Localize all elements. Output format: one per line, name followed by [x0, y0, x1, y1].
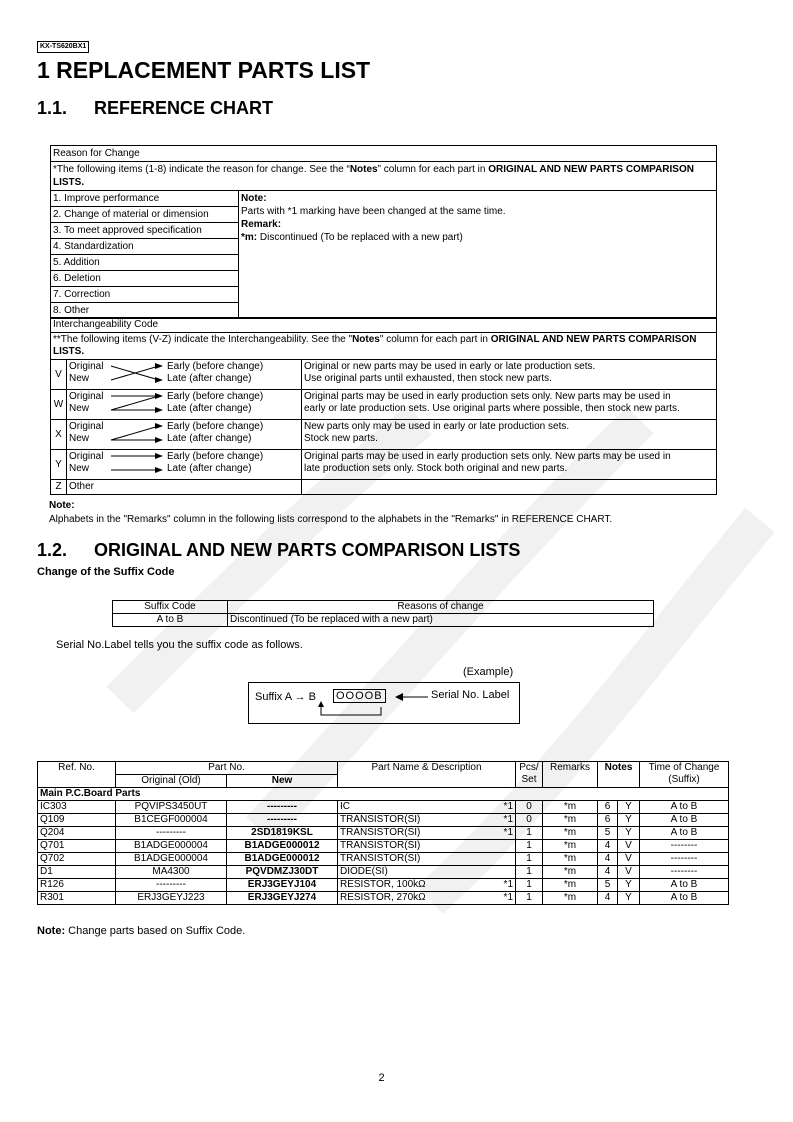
parts-comparison-table: [37, 761, 729, 905]
cell-ref: IC303: [38, 801, 116, 814]
cell-time: --------: [640, 866, 729, 879]
cell-rem: *m: [543, 853, 598, 866]
parallel-arrow-icon: [109, 451, 165, 475]
reason-item: 3. To meet approved specification: [51, 223, 239, 239]
group-row: Main P.C.Board Parts: [38, 788, 729, 801]
reason-note-cell: [239, 191, 717, 319]
interchange-desc: Original parts may be used in early production sets only. New parts may be used in early or late production sets. Use original parts where possible, then stock new parts.: [302, 390, 717, 420]
cell-desc: IC *1: [338, 801, 516, 814]
cell-orig: PQVIPS3450UT: [116, 801, 227, 814]
cell-note-c: Y: [617, 801, 639, 814]
remarks-header: Remarks: [543, 762, 598, 788]
cell-rem: *m: [543, 801, 598, 814]
reason-item: 1. Improve performance: [51, 191, 239, 207]
notes-header: Notes: [598, 762, 640, 788]
reason-item: 7. Correction: [51, 287, 239, 303]
cell-pcs: 1: [516, 840, 543, 853]
suffix-subtitle: Change of the Suffix Code: [37, 566, 175, 578]
reference-chart-heading: [37, 98, 273, 119]
cell-ref: Q701: [38, 840, 116, 853]
cell-orig: ERJ3GEYJ223: [116, 892, 227, 905]
cell-orig: B1CEGF000004: [116, 814, 227, 827]
table-row: [38, 827, 729, 840]
interchange-code: Y: [51, 450, 67, 480]
cell-note-c: V: [617, 853, 639, 866]
cell-time: A to B: [640, 814, 729, 827]
interchange-z-desc: [302, 480, 717, 495]
cell-new: 2SD1819KSL: [227, 827, 338, 840]
cell-new: ERJ3GEYJ274: [227, 892, 338, 905]
reference-chart-title: REFERENCE CHART: [94, 98, 274, 118]
original-header: Original (Old): [116, 775, 227, 788]
cell-note-c: Y: [617, 879, 639, 892]
reason-item: 6. Deletion: [51, 271, 239, 287]
comparison-title: ORIGINAL AND NEW PARTS COMPARISON LISTS: [94, 540, 521, 560]
cell-note-c: Y: [617, 814, 639, 827]
cell-note-n: 6: [598, 814, 618, 827]
cell-ref: R301: [38, 892, 116, 905]
cell-time: A to B: [640, 801, 729, 814]
interchange-code: W: [51, 390, 67, 420]
cell-new: ---------: [227, 801, 338, 814]
reason-intro: *The following items (1-8) indicate the reason for change. See the “Notes” column for each part in ORIGINAL AND NEW PARTS COMPARISON LISTS.: [51, 162, 717, 191]
cell-pcs: 1: [516, 866, 543, 879]
section-title: 1 REPLACEMENT PARTS LIST: [37, 57, 371, 83]
reason-note-text: Parts with *1 marking have been changed at the same time.: [241, 206, 506, 217]
suffix-table: [112, 600, 654, 627]
cell-note-n: 4: [598, 840, 618, 853]
interchange-diagram-y: Original New Early (before change) Late (after change): [67, 450, 302, 480]
new-header: New: [227, 775, 338, 788]
suffix-code-cell: A to B: [113, 614, 228, 627]
cell-desc: DIODE(SI): [338, 866, 516, 879]
cell-note-c: Y: [617, 827, 639, 840]
cell-ref: D1: [38, 866, 116, 879]
suffix-col-header: Suffix Code: [113, 601, 228, 614]
cell-rem: *m: [543, 840, 598, 853]
example-suffix-text: Suffix A → B: [255, 691, 316, 703]
cell-rem: *m: [543, 892, 598, 905]
table-row: [38, 801, 729, 814]
reason-item: 4. Standardization: [51, 239, 239, 255]
cell-note-c: V: [617, 866, 639, 879]
interchange-diagram-v: Original New Early (before change) Late (after change): [67, 360, 302, 390]
cell-rem: *m: [543, 879, 598, 892]
cell-note-n: 4: [598, 853, 618, 866]
cell-desc: TRANSISTOR(SI): [338, 853, 516, 866]
cell-ref: R126: [38, 879, 116, 892]
cell-ref: Q109: [38, 814, 116, 827]
cell-rem: *m: [543, 827, 598, 840]
interchange-diagram-x: Original New Early (before change) Late (after change): [67, 420, 302, 450]
comparison-heading: [37, 540, 520, 561]
interchange-code: Z: [51, 480, 67, 495]
cell-orig: ---------: [116, 879, 227, 892]
cell-note-n: 4: [598, 866, 618, 879]
example-label: (Example): [463, 666, 514, 678]
table-row: [38, 814, 729, 827]
interchange-diagram-w: Original New Early (before change) Late (after change): [67, 390, 302, 420]
serial-label-example: [248, 682, 520, 724]
interchange-code: X: [51, 420, 67, 450]
cell-new: B1ADGE000012: [227, 853, 338, 866]
reason-remark-text: *m: Discontinued (To be replaced with a new part): [241, 232, 463, 243]
part-no-header: Part No.: [116, 762, 338, 775]
page-number: 2: [378, 1072, 385, 1084]
pcs-header: Pcs/ Set: [516, 762, 543, 788]
table-row: [38, 866, 729, 879]
return-arrow-icon: [315, 689, 395, 721]
description-header: Part Name & Description: [338, 762, 516, 788]
reason-note-label: Note:: [241, 193, 267, 204]
cell-note-n: 5: [598, 827, 618, 840]
reason-item: 8. Other: [51, 303, 239, 319]
cell-orig: B1ADGE000004: [116, 840, 227, 853]
cell-time: A to B: [640, 892, 729, 905]
cell-pcs: 0: [516, 801, 543, 814]
cell-rem: *m: [543, 866, 598, 879]
cell-orig: MA4300: [116, 866, 227, 879]
note-text: Alphabets in the "Remarks" column in the following lists correspond to the alphabets in the "Remarks" in REFERENCE CHART.: [49, 514, 613, 525]
cell-desc: TRANSISTOR(SI): [338, 840, 516, 853]
cell-note-c: V: [617, 840, 639, 853]
comparison-number: 1.2.: [37, 540, 68, 560]
model-tag: KX-TS620BX1: [37, 41, 89, 53]
table-row: [38, 840, 729, 853]
cell-pcs: 1: [516, 892, 543, 905]
note-label: Note:: [49, 500, 75, 511]
cell-new: B1ADGE000012: [227, 840, 338, 853]
example-serial-label: Serial No. Label: [431, 689, 510, 701]
cell-new: ---------: [227, 814, 338, 827]
cell-desc: RESISTOR, 270kΩ *1: [338, 892, 516, 905]
serial-text: Serial No.Label tells you the suffix code as follows.: [56, 639, 303, 651]
interchange-intro: **The following items (V-Z) indicate the Interchangeability. See the "Notes" column for each part in ORIGINAL AND NEW PARTS COMPARISON LISTS.: [51, 333, 717, 360]
cell-note-n: 4: [598, 892, 618, 905]
cell-time: A to B: [640, 879, 729, 892]
cell-orig: ---------: [116, 827, 227, 840]
table-row: [38, 879, 729, 892]
interchange-desc: New parts only may be used in early or late production sets. Stock new parts.: [302, 420, 717, 450]
cell-time: A to B: [640, 827, 729, 840]
cell-desc: RESISTOR, 100kΩ *1: [338, 879, 516, 892]
reason-remark-label: Remark:: [241, 219, 282, 230]
cell-note-n: 5: [598, 879, 618, 892]
interchange-desc: Original parts may be used in early production sets only. New parts may be used in late production sets only. Stock both original and new parts.: [302, 450, 717, 480]
table-row: [38, 853, 729, 866]
cell-time: --------: [640, 840, 729, 853]
cell-orig: B1ADGE000004: [116, 853, 227, 866]
reference-chart-number: 1.1.: [37, 98, 68, 118]
foot-note: Note: Change parts based on Suffix Code.: [37, 925, 246, 937]
interchange-z-text: Other: [67, 480, 302, 495]
ref-no-header: Ref. No.: [38, 762, 116, 788]
cell-pcs: 1: [516, 853, 543, 866]
diagonal-arrow-icon: [109, 391, 165, 415]
reason-item: 5. Addition: [51, 255, 239, 271]
reason-for-change-table: [50, 145, 717, 319]
cell-ref: Q702: [38, 853, 116, 866]
reason-item: 2. Change of material or dimension: [51, 207, 239, 223]
interchange-desc: Original or new parts may be used in early or late production sets. Use original parts until exhausted, then stock new parts.: [302, 360, 717, 390]
interchange-code: V: [51, 360, 67, 390]
cell-new: PQVDMZJ30DT: [227, 866, 338, 879]
cell-desc: TRANSISTOR(SI) *1: [338, 827, 516, 840]
cell-pcs: 1: [516, 827, 543, 840]
cell-pcs: 0: [516, 814, 543, 827]
cell-note-n: 6: [598, 801, 618, 814]
cell-ref: Q204: [38, 827, 116, 840]
cell-note-c: Y: [617, 892, 639, 905]
interchangeability-table: [50, 317, 717, 495]
time-header: Time of Change (Suffix): [640, 762, 729, 788]
reason-header: Reason for Change: [51, 146, 717, 162]
new-to-both-arrow-icon: [109, 421, 165, 445]
table-row: [38, 892, 729, 905]
suffix-reason-cell: Discontinued (To be replaced with a new part): [228, 614, 654, 627]
example-serial-code: OOOOB: [333, 689, 386, 703]
cell-desc: TRANSISTOR(SI) *1: [338, 814, 516, 827]
cell-new: ERJ3GEYJ104: [227, 879, 338, 892]
cell-time: --------: [640, 853, 729, 866]
left-arrow-icon: [395, 691, 429, 703]
interchange-header: Interchangeability Code: [51, 318, 717, 333]
cell-rem: *m: [543, 814, 598, 827]
cross-arrow-icon: [109, 361, 165, 385]
cell-pcs: 1: [516, 879, 543, 892]
reason-col-header: Reasons of change: [228, 601, 654, 614]
